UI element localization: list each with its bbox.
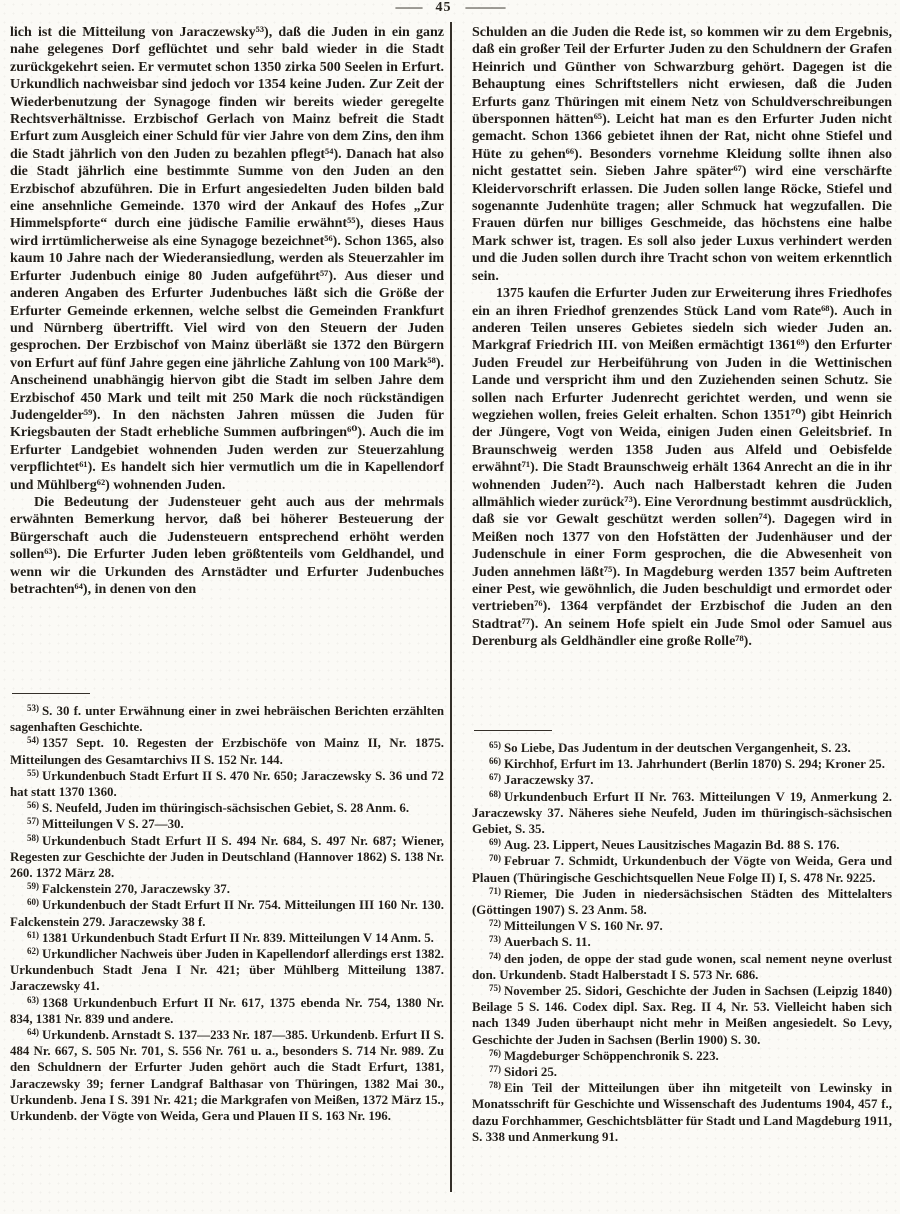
footnote-marker: 53) — [27, 703, 39, 713]
footnote-text: Jaraczewsky 37. — [504, 773, 594, 788]
footnote-text: Urkundenb. Arnstadt S. 137—233 Nr. 187—385. Urkundenb. Erfurt II S. 484 Nr. 667, S. 505 Nr. 701, S. 556 Nr. 761 u. a., besonders S. 714 Nr. 989. Zu den Schuldnern der Erfurter Juden gehört auch die Stadt Erfurt, 1381, Jaraczewsky 39; ferner Landgraf Balthasar von Thüringen, 1382 Mai 30., Urkundenb. Jena I S. 391 Nr. 421; die Markgrafen von Meißen, 1372 März 15., Urkundenb. der Vögte von Weida, Gera und Plauen II S. 163 Nr. 196. — [10, 1028, 444, 1124]
body-paragraph: 1375 kaufen die Erfurter Juden zur Erweiterung ihres Friedhofes ein an ihren Friedhof grenzendes Stück Land vom Rate⁶⁸). Auch in anderen Teilen unseres Gebietes siedeln sich wieder Juden an. Markgraf Friedrich III. von Meißen ermächtigt 1361⁶⁹) den Erfurter Juden Freudel zur Herbeiführung von Juden in die Wettinischen Lande und verspricht ihm und den Zuziehenden seinen Schutz. Sie sollen nach Erfurter Judenrecht gerichtet werden, und wenn sie wegziehen wollen, freies Geleit erhalten. Schon 1351⁷⁰) gibt Heinrich der Jüngere, Vogt von Weida, einigen Juden einen Geleitsbrief. In Braunschweig werden 1358 Juden aus Alfeld und Oebisfelde erwähnt⁷¹). Die Stadt Braunschweig erhält 1364 Anrecht an die in ihr wohnenden Juden⁷²). Auch nach Halberstadt kehren die Juden allmählich wieder zurück⁷³). Eine Verordnung bestimmt ausdrücklich, daß sie vor Gewalt geschützt werden sollen⁷⁴). Dagegen wird in Meißen noch 1377 von den Hofstätten der Judenhäuser und der Judenschule in einer Form gesprochen, die die Abwesenheit von Juden annehmen läßt⁷⁵). In Magdeburg werden 1357 beim Auftreten einer Pest, wie gewöhnlich, die Juden beschuldigt und ermordet oder vertrieben⁷⁶). 1364 verpfändet der Erzbischof die Juden an den Stadtrat⁷⁷). An seinem Hofe spielt ein Jude Smol oder Samuel aus Derenburg als Geldhändler eine große Rolle⁷⁸). — [472, 286, 892, 650]
header-dash-left: —— — [395, 0, 422, 15]
footnote-text: Auerbach S. 11. — [504, 935, 591, 950]
footnote-item — [10, 703, 444, 735]
footnote-text: 1381 Urkundenbuch Stadt Erfurt II Nr. 839. Mitteilungen V 14 Anm. 5. — [42, 930, 434, 945]
footnote-item — [472, 1048, 892, 1064]
footnote-text: Aug. 23. Lippert, Neues Lausitzisches Magazin Bd. 88 S. 176. — [504, 838, 840, 853]
footnote-item — [472, 951, 892, 983]
footnote-marker: 70) — [489, 853, 501, 864]
footnote-text: Mitteilungen V S. 160 Nr. 97. — [504, 919, 663, 934]
footnote-marker: 60) — [27, 897, 39, 908]
footnote-marker: 74) — [489, 950, 501, 961]
footnote-text: Sidori 25. — [504, 1065, 558, 1080]
footnote-item — [10, 735, 444, 767]
footnote-marker: 68) — [489, 788, 501, 799]
footnote-marker: 72) — [489, 918, 501, 929]
right-column — [472, 24, 892, 1145]
footnote-item — [10, 833, 444, 882]
footnote-item — [10, 881, 444, 897]
footnote-item — [10, 995, 444, 1027]
footnote-marker: 77) — [489, 1064, 501, 1075]
footnote-marker: 69) — [489, 837, 501, 848]
footnote-item — [10, 1027, 444, 1124]
footnote-marker: 73) — [489, 934, 501, 945]
footnote-text: S. 30 f. unter Erwähnung einer in zwei hebräischen Berichten erzählten sagenhaften Geschichte. — [10, 704, 444, 735]
footnote-marker: 65) — [489, 740, 501, 750]
page-number: 45 — [435, 0, 452, 15]
footnote-marker: 67) — [489, 772, 501, 783]
footnote-marker: 58) — [27, 832, 39, 843]
footnote-separator-rule — [474, 730, 552, 731]
right-footnotes — [472, 740, 892, 1145]
footnote-marker: 57) — [27, 816, 39, 827]
footnote-text: Februar 7. Schmidt, Urkundenbuch der Vögte von Weida, Gera und Plauen (Thüringische Geschichtsquellen Neue Folge II) I, S. 478 Nr. 9225. — [472, 854, 892, 885]
footnote-text: Urkundenbuch Erfurt II Nr. 763. Mitteilungen V 19, Anmerkung 2. Jaraczewsky 37. Näheres siehe Neufeld, Juden im thüringisch-sächsischen Gebiet, S. 35. — [472, 789, 892, 837]
footnote-text: Urkundenbuch der Stadt Erfurt II Nr. 754. Mitteilungen III 160 Nr. 130. Falckenstein 279. Jaraczewsky 38 f. — [10, 898, 444, 929]
footnote-separator-rule — [12, 693, 90, 694]
footnote-item — [472, 918, 892, 934]
footnote-item — [472, 772, 892, 788]
footnote-text: November 25. Sidori, Geschichte der Juden in Sachsen (Leipzig 1840) Beilage 5 S. 146. Codex dipl. Sax. Reg. II 4, Nr. 53. Vielleicht haben sich nach 1349 Juden überhaupt nicht mehr in Meißen angesiedelt. So Levy, Geschichte der Juden in Sachsen (Berlin 1900) S. 30. — [472, 984, 892, 1047]
footnote-item — [10, 816, 444, 832]
footnote-text: Mitteilungen V S. 27—30. — [42, 817, 184, 832]
footnote-marker: 63) — [27, 994, 39, 1005]
footnote-text: S. Neufeld, Juden im thüringisch-sächsischen Gebiet, S. 28 Anm. 6. — [42, 801, 410, 816]
footnote-marker: 71) — [489, 885, 501, 896]
footnote-item — [472, 1080, 892, 1145]
footnote-text: Kirchhof, Erfurt im 13. Jahrhundert (Berlin 1870) S. 294; Kroner 25. — [504, 757, 885, 772]
footnote-item — [472, 1064, 892, 1080]
footnote-text: Riemer, Die Juden in niedersächsischen Städten des Mittelalters (Göttingen 1907) S. 23 Anm. 58. — [472, 886, 892, 918]
footnote-marker: 54) — [27, 735, 39, 746]
footnote-item — [472, 740, 892, 756]
footnote-item — [472, 789, 892, 838]
footnote-marker: 56) — [27, 800, 39, 811]
footnote-marker: 76) — [489, 1047, 501, 1058]
footnote-text: Urkundenbuch Stadt Erfurt II S. 470 Nr. 650; Jaraczewsky S. 36 und 72 hat statt 1370 1360. — [10, 768, 444, 800]
footnote-item — [472, 756, 892, 772]
footnote-text: Urkundenbuch Stadt Erfurt II S. 494 Nr. 684, S. 497 Nr. 687; Wiener, Regesten zur Geschichte der Juden in Deutschland (Hannover 1862) S. 138 Nr. 260. 1372 März 28. — [10, 833, 444, 881]
footnote-marker: 64) — [27, 1027, 39, 1038]
footnote-marker: 59) — [27, 881, 39, 892]
footnote-marker: 75) — [489, 983, 501, 994]
footnote-marker: 61) — [27, 929, 39, 940]
body-paragraph: Die Bedeutung der Judensteuer geht auch aus der mehrmals erwähnten Bemerkung hervor, daß bei höherer Besteuerung der Bürgerschaft auch die Judensteuern entsprechend erhöht werden sollen⁶³). Die Erfurter Juden leben größtenteils vom Geldhandel, und wenn wir die Urkunden des Arnstädter und Erfurter Judenbuches betrachten⁶⁴), in denen von den — [10, 494, 444, 597]
right-body-text — [472, 24, 892, 724]
footnote-marker: 78) — [489, 1080, 501, 1091]
footnote-text: Urkundlicher Nachweis über Juden in Kapellendorf allerdings erst 1382. Urkundenbuch Stadt Jena I Nr. 421; über Mühlberg Mitteilung 1387. Jaraczewsky 41. — [10, 947, 444, 994]
footnote-text: den joden, de oppe der stad gude wonen, scal nement neyne overlust don. Urkundenb. Stadt Halberstadt I S. 573 Nr. 686. — [472, 951, 892, 982]
footnote-text: Falckenstein 270, Jaraczewsky 37. — [42, 882, 230, 897]
page-header — [0, 0, 900, 16]
header-dash-right: ——— — [465, 0, 505, 15]
footnote-marker: 55) — [27, 767, 39, 778]
footnote-item — [10, 897, 444, 929]
footnote-item — [472, 853, 892, 885]
footnote-item — [10, 768, 444, 800]
footnote-text: 1357 Sept. 10. Regesten der Erzbischöfe von Mainz II, Nr. 1875. Mitteilungen des Gesamtarchivs II S. 152 Nr. 144. — [10, 736, 444, 767]
footnote-item — [10, 946, 444, 995]
left-column — [10, 24, 444, 1145]
footnote-text: So Liebe, Das Judentum in der deutschen Vergangenheit, S. 23. — [504, 741, 851, 755]
body-paragraph: lich ist die Mitteilung von Jaraczewsky⁵³), daß die Juden in ein ganz nahe gelegenes Dorf geflüchtet und sehr bald wieder in die Stadt zurückgekehrt seien. Er vermutet schon 1350 zirka 500 Seelen in Erfurt. Urkundlich nachweisbar sind jedoch vor 1354 keine Juden. Zur Zeit der Wiederbenutzung der Synagoge finden wir bereits wieder geregelte Rechtsverhältnisse. Erzbischof Gerlach von Mainz befreit die Stadt Erfurt zum Ausgleich einer Schuld für vier Jahre von dem Zins, den ihm die Stadt jährlich von den Juden zu bezahlen pflegt⁵⁴). Danach hat also die Stadt jährlich eine bestimmte Summe von den Juden an den Erzbischof abzuführen. Die in Erfurt angesiedelten Juden bilden bald eine ansehnliche Gemeinde. 1370 wird der Ankauf des Hofes „Zur Himmelspforte“ durch eine jüdische Familie erwähnt⁵⁵), dieses Haus wird irrtümlicherweise als eine Synagoge bezeichnet⁵⁶). Schon 1365, also kaum 10 Jahre nach der Wiederansiedlung, werden als Steuerzahler im Erfurter Judenbuch einige 80 Juden aufgeführt⁵⁷). Aus dieser und anderen Angaben des Erfurter Judenbuches läßt sich die Größe der Erfurter Gemeinde erkennen, welche selbst die Gemeinden Frankfurt und Nürnberg übertrifft. Viel wird von den Steuern der Juden gesprochen. Der Erzbischof von Mainz überläßt sie 1372 den Bürgern von Erfurt auf fünf Jahre gegen eine jährliche Zahlung von 100 Mark⁵⁸). Anscheinend unabhängig hiervon gibt die Stadt im selben Jahre dem Erzbischof 450 Mark und teilt mit 250 Mark die noch rückständigen Judengelder⁵⁹). In den nächsten Jahren müssen die Juden für Kriegsbauten der Stadt erhebliche Summen aufbringen⁶⁰). Auch die im Erfurter Landgebiet wohnenden Juden werden zur Steuerzahlung verpflichtet⁶¹). Es handelt sich hier vermutlich um die in Kapellendorf und Mühlberg⁶²) wohnenden Juden. — [10, 25, 444, 493]
footnote-text: Ein Teil der Mitteilungen über ihn mitgeteilt von Lewinsky in Monatsschrift für Geschichte und Wissenschaft des Judentums 1904, 457 f., dazu Forchhammer, Geschichtsblätter für Stadt und Land Magdeburg 1911, S. 338 und Anmerkung 91. — [472, 1081, 892, 1144]
footnote-text: 1368 Urkundenbuch Erfurt II Nr. 617, 1375 ebenda Nr. 754, 1380 Nr. 834, 1381 Nr. 839 und andere. — [10, 995, 444, 1026]
footnote-item — [10, 930, 444, 946]
footnote-item — [472, 886, 892, 918]
footnote-item — [472, 983, 892, 1048]
left-footnotes — [10, 703, 444, 1124]
footnote-marker: 66) — [489, 756, 501, 767]
left-body-text — [10, 24, 444, 687]
body-paragraph: Schulden an die Juden die Rede ist, so kommen wir zu dem Ergebnis, daß ein großer Teil der Erfurter Juden zu den Schuldnern der Grafen Heinrich und Günther von Schwarzburg gehört. Dagegen ist die Behauptung eines Schriftstellers nicht erwiesen, daß die Juden Erfurts ganz Thüringen mit einem Netz von Schuldverschreibungen übersponnen hätten⁶⁵). Leicht hat man es den Erfurter Juden nicht gemacht. Schon 1366 gebietet ihnen der Rat, nicht ohne Stiefel und Hüte zu gehen⁶⁶). Besonders vornehme Kleidung sollte ihnen also nicht gestattet sein. Sieben Jahre später⁶⁷) wird eine verschärfte Kleidervorschrift erlassen. Die Juden sollen lange Röcke, Stiefel und sogenannte Judenhüte tragen; aller Schmuck hat wegzufallen. Die Frauen dürfen nur billiges Geschmeide, das höchstens eine halbe Mark schwer ist, tragen. Es soll also jeder Luxus verhindert werden und die Juden sollen durch ihre Tracht schon von weitem erkenntlich sein. — [472, 25, 892, 284]
footnote-item — [472, 934, 892, 950]
footnote-marker: 62) — [27, 946, 39, 957]
footnote-item — [10, 800, 444, 816]
footnote-item — [472, 837, 892, 853]
text-columns — [10, 24, 892, 1145]
footnote-text: Magdeburger Schöppenchronik S. 223. — [504, 1048, 719, 1063]
